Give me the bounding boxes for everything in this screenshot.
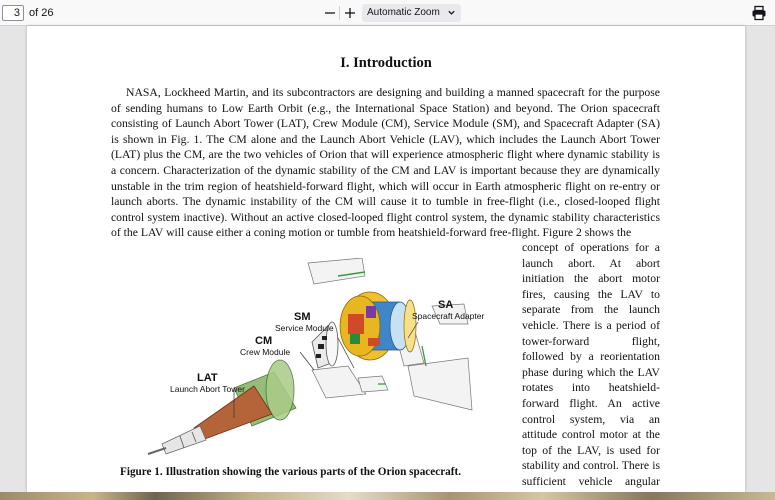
zoom-in-icon [344,7,356,19]
chevron-down-icon [447,8,456,17]
side-column-text: concept of operations for a launch abort. At abort initiation the abort motor fires, causing the LAV to separate from the launch vehicle. There is a period of tower-forward flight, followed by a reorientation phase during which the LAV rotates into heatshield-forward flight. An active control system, via an attitude control motor at the top of the LAV, is used for stability and control. There is sufficient vehicle angular [522,241,660,488]
sa-panel-top [308,258,365,284]
body-paragraph: NASA, Lockheed Martin, and its subcontractors are designing and building a manned spacecraft for the purpose of sending humans to Low Earth Orbit (e.g., the International Space Station) and beyond. The Orion spacecraft consisting of Launch Abort Tower (LAT), Crew Module (CM), Service Module (SM), and Spacecraft Adapter (SA) is shown in Fig. 1. The CM alone and the Launch Abort Vehicle (LAV), which includes the Launch Abort Tower (LAT) plus the CM, are the two vehicles of Orion that will experience atmospheric flight where dynamic stability is a concern. Characterization of the dynamic stability of the CM and LAV is important because they are dynamically unstable in the trim region of heatshield-forward flight, which will occur in Earth atmospheric flight on re-entry or launch aborts. The dynamic instability of the CM will cause it to tumble in free-flight (i.e., closed-looped flight control system inactive). Without an active closed-looped flight control system, the dynamic stability characteristics of the LAV will cause either a coning motion or tumble from heatshield-forward free-flight. Figure 2 shows the [111,86,660,240]
desktop-taskbar-strip [0,492,775,500]
label-lat-title: LAT [197,372,218,384]
zoom-out-icon [324,7,336,19]
pdf-toolbar [0,0,775,26]
page-count-label: of 26 [29,7,54,19]
section-heading: I. Introduction [340,55,432,71]
zoom-select-value: Automatic Zoom [367,7,440,18]
zoom-in-button[interactable] [341,4,359,22]
print-icon [751,5,767,21]
print-button[interactable] [751,5,767,21]
label-lat-sub: Launch Abort Tower [170,384,245,394]
label-cm-title: CM [255,335,273,347]
zoom-separator [339,6,340,20]
label-sa-sub: Spacecraft Adapter [412,311,485,321]
sa-panels-bottom [312,366,388,398]
label-cm-sub: Crew Module [240,347,291,357]
label-sa-title: SA [438,299,454,311]
label-sm-title: SM [294,311,311,323]
orion-spacecraft-figure [122,258,502,468]
zoom-select[interactable] [362,4,461,22]
label-sm-sub: Service Module [275,323,334,333]
launch-abort-tower-drawing [148,360,296,454]
zoom-out-button[interactable] [321,4,339,22]
pdf-page [27,26,745,492]
figure-caption: Figure 1. Illustration showing the various parts of the Orion spacecraft. [120,466,461,478]
page-number-input[interactable] [2,5,24,21]
